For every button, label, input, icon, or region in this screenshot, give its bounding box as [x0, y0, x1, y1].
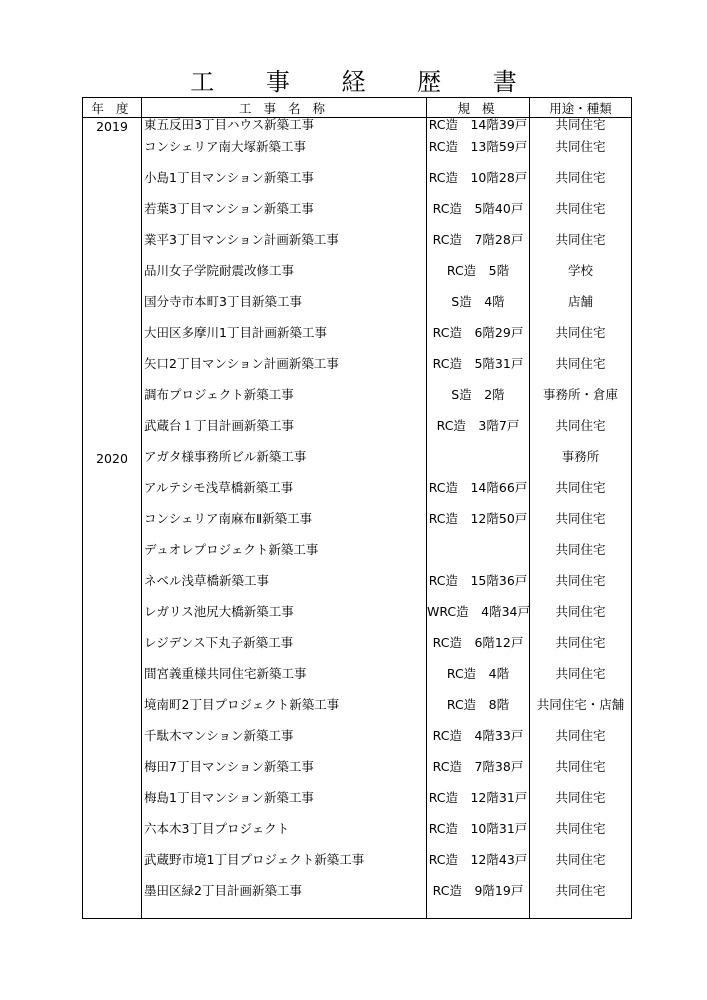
row-scale: RC造 14階39戸 — [427, 118, 530, 141]
row-name: レジデンス下丸子新築工事 — [142, 636, 427, 667]
table-row — [83, 357, 632, 388]
table-row — [83, 233, 632, 264]
row-year: 2019 — [96, 119, 128, 134]
row-year: 2020 — [96, 451, 128, 466]
row-year — [83, 233, 142, 264]
header-scale: 規 模 — [427, 98, 530, 118]
row-scale: S造 2階 — [427, 388, 530, 419]
row-use: 共同住宅 — [530, 233, 632, 264]
table-row — [83, 667, 632, 698]
row-use: 共同住宅 — [530, 884, 632, 919]
table-row — [83, 512, 632, 543]
table-row — [83, 729, 632, 760]
row-scale: RC造 14階66戸 — [427, 481, 530, 512]
row-year — [83, 667, 142, 698]
row-name: 品川女子学院耐震改修工事 — [142, 264, 427, 295]
row-use: 共同住宅 — [530, 667, 632, 698]
row-year — [83, 605, 142, 636]
row-year — [83, 760, 142, 791]
row-year — [83, 574, 142, 605]
row-scale: RC造 13階59戸 — [427, 140, 530, 171]
row-year — [83, 326, 142, 357]
table-row — [83, 295, 632, 326]
row-name: 東五反田3丁目ハウス新築工事 — [142, 118, 427, 141]
row-name: コンシェリア南麻布Ⅱ新築工事 — [142, 512, 427, 543]
table-row — [83, 481, 632, 512]
row-scale: RC造 12階43戸 — [427, 853, 530, 884]
row-name: 六本木3丁目プロジェクト — [142, 822, 427, 853]
row-use: 共同住宅 — [530, 605, 632, 636]
row-use: 共同住宅・店舗 — [530, 698, 632, 729]
row-scale: RC造 9階19戸 — [427, 884, 530, 919]
row-use: 共同住宅 — [530, 636, 632, 667]
table-row — [83, 419, 632, 450]
table-body — [83, 118, 632, 919]
document-title: 工 事 経 歴 書 — [190, 68, 539, 96]
row-use: 共同住宅 — [530, 419, 632, 450]
row-use: 共同住宅 — [530, 118, 632, 141]
header-use: 用途・種類 — [530, 98, 632, 118]
row-name: 梅島1丁目マンション新築工事 — [142, 791, 427, 822]
row-year — [83, 729, 142, 760]
table-row — [83, 884, 632, 919]
row-scale: RC造 5階31戸 — [427, 357, 530, 388]
row-name: アガタ様事務所ビル新築工事 — [142, 450, 427, 481]
row-scale: RC造 4階33戸 — [427, 729, 530, 760]
row-name: 間宮義重様共同住宅新築工事 — [142, 667, 427, 698]
row-use: 共同住宅 — [530, 171, 632, 202]
row-scale: RC造 6階12戸 — [427, 636, 530, 667]
row-name: アルテシモ浅草橋新築工事 — [142, 481, 427, 512]
row-year — [83, 357, 142, 388]
table-row — [83, 760, 632, 791]
row-use: 共同住宅 — [530, 760, 632, 791]
row-scale: RC造 10階31戸 — [427, 822, 530, 853]
table-row — [83, 202, 632, 233]
row-use: 事務所 — [530, 450, 632, 481]
row-use: 共同住宅 — [530, 822, 632, 853]
row-name: 業平3丁目マンション計画新築工事 — [142, 233, 427, 264]
row-use: 学校 — [530, 264, 632, 295]
table-row — [83, 118, 632, 141]
row-name: 矢口2丁目マンション計画新築工事 — [142, 357, 427, 388]
row-scale: RC造 5階 — [427, 264, 530, 295]
row-name: コンシェリア南大塚新築工事 — [142, 140, 427, 171]
row-use: 共同住宅 — [530, 543, 632, 574]
row-scale: RC造 12階50戸 — [427, 512, 530, 543]
row-scale: RC造 6階29戸 — [427, 326, 530, 357]
row-year — [83, 202, 142, 233]
table-row — [83, 326, 632, 357]
row-year — [83, 791, 142, 822]
row-scale: RC造 4階 — [427, 667, 530, 698]
row-name: レガリス池尻大橋新築工事 — [142, 605, 427, 636]
table-row — [83, 264, 632, 295]
row-year — [83, 171, 142, 202]
row-year — [83, 295, 142, 326]
row-scale — [427, 450, 530, 481]
row-year — [83, 543, 142, 574]
row-use: 共同住宅 — [530, 202, 632, 233]
table-row — [83, 140, 632, 171]
row-name: 境南町2丁目プロジェクト新築工事 — [142, 698, 427, 729]
row-use: 共同住宅 — [530, 729, 632, 760]
row-scale: RC造 3階7戸 — [427, 419, 530, 450]
row-name: 武蔵野市境1丁目プロジェクト新築工事 — [142, 853, 427, 884]
table-row — [83, 388, 632, 419]
row-use: 共同住宅 — [530, 326, 632, 357]
table-row — [83, 171, 632, 202]
row-scale: RC造 15階36戸 — [427, 574, 530, 605]
row-scale: RC造 12階31戸 — [427, 791, 530, 822]
table-row — [83, 574, 632, 605]
row-scale: RC造 7階28戸 — [427, 233, 530, 264]
table-row — [83, 636, 632, 667]
row-year — [83, 636, 142, 667]
row-scale — [427, 543, 530, 574]
row-use: 店舗 — [530, 295, 632, 326]
row-use: 共同住宅 — [530, 481, 632, 512]
row-scale: RC造 10階28戸 — [427, 171, 530, 202]
row-use: 共同住宅 — [530, 357, 632, 388]
row-year — [83, 884, 142, 919]
row-use: 共同住宅 — [530, 853, 632, 884]
row-name: 大田区多摩川1丁目計画新築工事 — [142, 326, 427, 357]
row-use: 共同住宅 — [530, 512, 632, 543]
row-year — [83, 264, 142, 295]
row-year — [83, 140, 142, 171]
row-name: 調布プロジェクト新築工事 — [142, 388, 427, 419]
row-scale: RC造 8階 — [427, 698, 530, 729]
row-name: 若葉3丁目マンション新築工事 — [142, 202, 427, 233]
table-row — [83, 450, 632, 481]
table-row — [83, 698, 632, 729]
table-row — [83, 822, 632, 853]
row-scale: S造 4階 — [427, 295, 530, 326]
row-name: 国分寺市本町3丁目新築工事 — [142, 295, 427, 326]
header-year: 年 度 — [83, 98, 142, 118]
row-name: 梅田7丁目マンション新築工事 — [142, 760, 427, 791]
row-year — [83, 481, 142, 512]
table-row — [83, 605, 632, 636]
row-year — [83, 822, 142, 853]
row-scale: WRC造 4階34戸 — [427, 605, 530, 636]
row-year — [83, 853, 142, 884]
table-row — [83, 543, 632, 574]
header-name: 工 事 名 称 — [142, 98, 427, 118]
table-row — [83, 853, 632, 884]
construction-history-table — [82, 97, 632, 919]
row-scale: RC造 5階40戸 — [427, 202, 530, 233]
row-name: 武蔵台１丁目計画新築工事 — [142, 419, 427, 450]
row-year — [83, 419, 142, 450]
row-use: 共同住宅 — [530, 791, 632, 822]
header-row — [83, 98, 632, 118]
row-use: 共同住宅 — [530, 574, 632, 605]
row-name: 小島1丁目マンション新築工事 — [142, 171, 427, 202]
row-year — [83, 388, 142, 419]
row-year — [83, 512, 142, 543]
row-name: 千駄木マンション新築工事 — [142, 729, 427, 760]
row-scale: RC造 7階38戸 — [427, 760, 530, 791]
row-use: 共同住宅 — [530, 140, 632, 171]
row-name: 墨田区緑2丁目計画新築工事 — [142, 884, 427, 919]
row-name: デュオレプロジェクト新築工事 — [142, 543, 427, 574]
table-row — [83, 791, 632, 822]
row-name: ネベル浅草橋新築工事 — [142, 574, 427, 605]
row-year — [83, 698, 142, 729]
row-use: 事務所・倉庫 — [530, 388, 632, 419]
